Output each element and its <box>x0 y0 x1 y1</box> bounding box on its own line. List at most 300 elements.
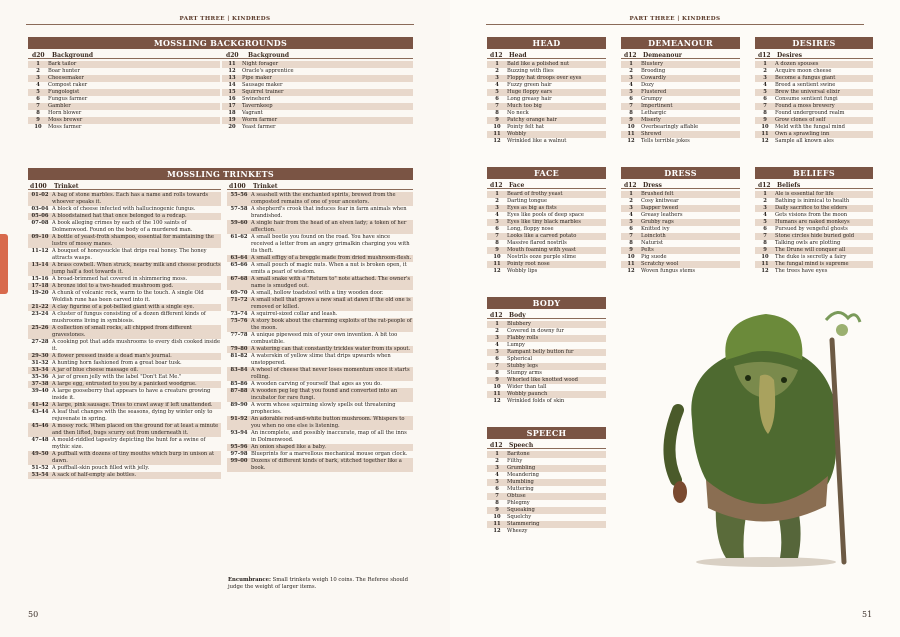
table-row <box>755 96 873 103</box>
table-row <box>487 458 606 465</box>
table-row <box>227 192 413 206</box>
result-text: A puffball with dozens of tiny mouths which burp in unison at dawn. <box>52 451 215 464</box>
table-row <box>487 356 606 363</box>
roll-value: 11 <box>761 261 769 267</box>
roll-value: 8 <box>495 500 499 506</box>
roll-value: 21–22 <box>31 304 49 310</box>
table-row <box>28 110 220 117</box>
result-text: A broad-brimmed hat covered in shimmering moss. <box>52 276 188 282</box>
roll-value: 75–76 <box>230 318 248 324</box>
roll-value: 89–90 <box>230 402 248 408</box>
table-row <box>28 388 221 402</box>
table-row <box>755 75 873 82</box>
table-row <box>28 472 221 479</box>
table-row <box>28 437 221 451</box>
result-text: Ale is essential for life <box>775 191 834 197</box>
col-die-heading: d12 <box>758 51 771 59</box>
roll-value: 4 <box>629 212 633 218</box>
roll-value: 6 <box>763 96 767 102</box>
table-row <box>755 233 873 240</box>
roll-value: 1 <box>495 191 499 197</box>
roll-value: 6 <box>495 96 499 102</box>
roll-value: 9 <box>629 247 633 253</box>
table-row <box>28 89 220 96</box>
result-text: Tavernkeep <box>242 103 273 109</box>
result-text: Eyes as big as fists <box>507 205 557 211</box>
header-rule <box>26 24 414 25</box>
roll-value: 1 <box>495 451 499 457</box>
demeanour-banner: DEMEANOUR <box>621 37 740 49</box>
result-text: Breed a sentient swine <box>775 82 836 88</box>
roll-value: 2 <box>763 198 767 204</box>
table-row <box>755 198 873 205</box>
result-text: A bag of stone marbles. Each has a name and rolls towards whoever speaks it. <box>52 192 209 205</box>
table-row <box>487 514 606 521</box>
table-row <box>621 96 740 103</box>
roll-value: 12 <box>627 138 635 144</box>
roll-value: 10 <box>493 384 501 390</box>
roll-value: 3 <box>629 205 633 211</box>
result-text: Fungus farmer <box>48 96 88 102</box>
table-row <box>621 138 740 145</box>
table-row <box>222 68 413 75</box>
result-text: Patchy orange hair <box>507 117 557 123</box>
result-text: A bloodstained hat that once belonged to a redcap. <box>52 213 187 219</box>
table-row <box>28 103 220 110</box>
result-text: Pig suede <box>641 254 667 260</box>
roll-value: 8 <box>763 110 767 116</box>
result-text: Grumbling <box>507 465 536 471</box>
roll-value: 77–78 <box>230 332 248 338</box>
dress-header-row <box>621 181 740 189</box>
roll-value: 4 <box>629 82 633 88</box>
table-row <box>487 377 606 384</box>
table-row <box>227 255 413 262</box>
head-banner: HEAD <box>487 37 606 49</box>
roll-value: 03–04 <box>31 206 49 212</box>
col-label-heading: Trinket <box>253 182 278 190</box>
running-header: PART THREE | KINDREDS <box>179 16 271 22</box>
result-text: Flustered <box>641 89 667 95</box>
roll-value: 11 <box>627 131 635 137</box>
roll-value: 10 <box>761 254 769 260</box>
table-row <box>487 219 606 226</box>
table-row <box>28 325 221 339</box>
result-text: An adorable red-and-white button mushroom. Whispers to you when no one else is listening. <box>251 416 405 429</box>
roll-value: 10 <box>493 514 501 520</box>
table-row <box>755 89 873 96</box>
table-row <box>487 82 606 89</box>
table-row <box>487 75 606 82</box>
result-text: Oracle's apprentice <box>242 68 294 74</box>
table-row <box>227 458 413 472</box>
roll-value: 10 <box>761 124 769 130</box>
result-text: Nostrils ooze purple slime <box>507 254 577 260</box>
result-text: Overbearingly affable <box>641 124 699 130</box>
result-text: A squirrel-sized collar and leash. <box>251 311 338 317</box>
result-text: Blubbery <box>507 321 531 327</box>
table-row <box>28 353 221 360</box>
result-text: Buzzing with flies <box>507 68 554 74</box>
encumbrance-note <box>228 577 414 591</box>
roll-value: 15–16 <box>31 276 49 282</box>
result-text: Spherical <box>507 356 533 362</box>
body-header-row <box>487 311 606 319</box>
head-header-row <box>487 51 606 59</box>
col-die-heading: d12 <box>624 51 637 59</box>
roll-value: 91–92 <box>230 416 248 422</box>
result-text: Grow clones of self <box>775 117 826 123</box>
result-text: Fuzzy green hair <box>507 82 552 88</box>
roll-value: 9 <box>495 507 499 513</box>
table-row <box>28 220 221 234</box>
table-row <box>487 212 606 219</box>
table-row <box>227 444 413 451</box>
table-row <box>487 370 606 377</box>
trinkets-table-right <box>227 192 413 472</box>
table-row <box>28 96 220 103</box>
table-row <box>227 367 413 381</box>
table-row <box>28 381 221 388</box>
result-text: Meld with the fungal mind <box>775 124 845 130</box>
result-text: Cosy knitwear <box>641 198 679 204</box>
table-row <box>28 339 221 353</box>
col-label-heading: Trinket <box>54 182 79 190</box>
roll-value: 12 <box>493 398 501 404</box>
table-row <box>227 388 413 402</box>
result-text: Covered in downy fur <box>507 328 564 334</box>
result-text: Boar hunter <box>48 68 80 74</box>
result-text: Long, floppy nose <box>507 226 554 232</box>
roll-value: 2 <box>629 68 633 74</box>
result-text: A seashell with the enchanted spirits, brewed from the composted remains of one of your ancestors. <box>251 192 396 205</box>
col-die-heading: d100 <box>30 182 47 190</box>
roll-value: 11 <box>627 261 635 267</box>
result-text: A bottle of yeast-froth shampoo, essential for maintaining the lustre of mossy manes. <box>52 234 214 247</box>
table-row <box>227 290 413 297</box>
table-row <box>487 479 606 486</box>
table-row <box>487 191 606 198</box>
table-row <box>755 212 873 219</box>
roll-value: 8 <box>495 370 499 376</box>
table-row <box>28 68 220 75</box>
roll-value: 7 <box>763 103 767 109</box>
table-row <box>621 103 740 110</box>
roll-value: 53–54 <box>31 472 49 478</box>
roll-value: 6 <box>495 226 499 232</box>
result-text: A flower pressed inside a dead man's journal. <box>52 353 172 359</box>
result-text: A jar of blue cheese massage oil. <box>52 367 139 373</box>
table-row <box>28 402 221 409</box>
table-row <box>621 219 740 226</box>
result-text: Eyes like tiny black marbles <box>507 219 581 225</box>
table-row <box>755 61 873 68</box>
roll-value: 9 <box>629 117 633 123</box>
result-text: A clay figurine of a pot-bellied giant with a single eye. <box>52 304 195 310</box>
result-text: Dozens of different kinds of bark, stitched together like a book. <box>251 458 402 471</box>
result-text: Knitted ivy <box>641 226 670 232</box>
result-text: Daily sacrifice to the elders <box>775 205 848 211</box>
roll-value: 83–84 <box>230 367 248 373</box>
col-die-heading: d100 <box>229 182 246 190</box>
table-row <box>227 402 413 416</box>
result-text: Sausage maker <box>242 82 283 88</box>
result-text: Lumpy <box>507 342 525 348</box>
table-row <box>487 103 606 110</box>
table-row <box>487 226 606 233</box>
result-text: Bark tailor <box>48 61 77 67</box>
table-row <box>222 82 413 89</box>
roll-value: 01–02 <box>31 192 49 198</box>
roll-value: 1 <box>629 61 633 67</box>
roll-value: 47–48 <box>31 437 49 443</box>
roll-value: 5 <box>629 219 633 225</box>
result-text: Bald like a polished nut <box>507 61 570 67</box>
note-text: Small trinkets weigh 10 coins. The Referee should judge the weight of larger items. <box>228 577 409 590</box>
roll-value: 81–82 <box>230 353 248 359</box>
mossling-illustration <box>656 300 870 568</box>
beliefs-header-row <box>755 181 873 189</box>
roll-value: 10 <box>627 254 635 260</box>
result-text: Stammering <box>507 521 540 527</box>
roll-value: 1 <box>629 191 633 197</box>
col-label-heading: Demeanour <box>643 51 682 59</box>
result-text: Greasy leathers <box>641 212 683 218</box>
result-text: A unique pipeweed mix of your own invention. A bit too combustible. <box>251 332 398 345</box>
table-row <box>28 360 221 367</box>
table-row <box>621 124 740 131</box>
result-text: The fungal mind is supreme <box>775 261 849 267</box>
result-text: Whorled like knotted wood <box>507 377 578 383</box>
table-row <box>28 451 221 465</box>
roll-value: 11 <box>493 131 501 137</box>
roll-value: 3 <box>629 75 633 81</box>
result-text: Phlegmy <box>507 500 530 506</box>
table-row <box>755 124 873 131</box>
roll-value: 11 <box>493 521 501 527</box>
page-number: 51 <box>862 610 873 619</box>
roll-value: 05–06 <box>31 213 49 219</box>
result-text: Darting tongue <box>507 198 548 204</box>
speech-banner: SPEECH <box>487 427 606 439</box>
table-row <box>487 131 606 138</box>
table-row <box>621 191 740 198</box>
table-row <box>28 262 221 276</box>
table-row <box>755 240 873 247</box>
result-text: Horn blower <box>48 110 82 116</box>
result-text: A story book about the charming exploits of the rat-people of the moon. <box>251 318 412 331</box>
table-row <box>487 254 606 261</box>
table-row <box>222 96 413 103</box>
demeanour-header-row <box>621 51 740 59</box>
roll-value: 11–12 <box>31 248 49 254</box>
result-text: Bathing is inimical to health <box>775 198 850 204</box>
result-text: Dapper tweed <box>641 205 679 211</box>
table-row <box>487 363 606 370</box>
roll-value: 3 <box>495 465 499 471</box>
result-text: Stumpy arms <box>507 370 542 376</box>
roll-value: 11 <box>228 61 236 67</box>
roll-value: 73–74 <box>230 311 248 317</box>
roll-value: 7 <box>495 103 499 109</box>
result-text: Gets visions from the moon <box>775 212 848 218</box>
table-row <box>487 486 606 493</box>
result-text: Scratchy wool <box>641 261 679 267</box>
backgrounds-table-left <box>28 61 220 131</box>
roll-value: 9 <box>495 247 499 253</box>
result-text: Vagrant <box>242 110 263 116</box>
result-text: A mossy rock. When placed on the ground for at least a minute and then lifted, bugs scurry out from underneath it. <box>52 423 219 436</box>
result-text: Wrinkled folds of skin <box>507 398 565 404</box>
result-text: The duke is secretly a fairy <box>775 254 847 260</box>
roll-value: 8 <box>495 240 499 246</box>
result-text: Stone circles hide buried gold <box>775 233 855 239</box>
roll-value: 2 <box>629 198 633 204</box>
col-label-heading: Beliefs <box>777 181 801 189</box>
roll-value: 7 <box>36 103 40 109</box>
col-die-heading: d12 <box>490 181 503 189</box>
table-row <box>28 192 221 206</box>
table-row <box>621 247 740 254</box>
backgrounds-table-right <box>222 61 413 131</box>
left-arm <box>669 410 678 480</box>
table-row <box>621 89 740 96</box>
table-row <box>621 117 740 124</box>
table-row <box>487 261 606 268</box>
roll-value: 35–36 <box>31 374 49 380</box>
col-die-heading: d12 <box>490 51 503 59</box>
col-die-heading: d12 <box>490 441 503 449</box>
table-row <box>227 297 413 311</box>
beliefs-banner: BELIEFS <box>755 167 873 179</box>
table-row <box>621 68 740 75</box>
roll-value: 3 <box>495 335 499 341</box>
roll-value: 7 <box>629 233 633 239</box>
col-label-heading: Head <box>509 51 527 59</box>
result-text: Huge floppy ears <box>507 89 553 95</box>
roll-value: 12 <box>761 268 769 274</box>
table-row <box>487 247 606 254</box>
table-row <box>28 423 221 437</box>
left-eye <box>745 375 751 381</box>
result-text: A small beetle you found on the road. You have since received a letter from an angry grimalkin charging you with its theft. <box>251 234 410 254</box>
result-text: Squeaking <box>507 507 535 513</box>
result-text: A large, pink sausage. Tries to crawl away if left unattended. <box>52 402 213 408</box>
table-row <box>487 328 606 335</box>
roll-value: 99–00 <box>230 458 248 464</box>
roll-value: 1 <box>495 321 499 327</box>
table-row <box>28 61 220 68</box>
result-text: A waterskin of yellow slime that drips upwards when unstoppered. <box>251 353 391 366</box>
result-text: A block of cheese infected with hallucinogenic fungus. <box>52 206 196 212</box>
roll-value: 4 <box>495 212 499 218</box>
table-row <box>621 110 740 117</box>
result-text: A small shell that grows a new snail at dawn if the old one is removed or killed. <box>251 297 411 310</box>
roll-value: 61–62 <box>230 234 248 240</box>
table-row <box>487 205 606 212</box>
roll-value: 1 <box>763 61 767 67</box>
result-text: No neck <box>507 110 529 116</box>
result-text: Shrewd <box>641 131 662 137</box>
roll-value: 13 <box>228 75 236 81</box>
result-text: Beard of frothy yeast <box>507 191 563 197</box>
result-text: A cluster of fungus consisting of a dozen different kinds of mushrooms living in symbiosis. <box>52 311 206 324</box>
result-text: A small pouch of magic nuts. When a nut is broken open, it emits a pearl of wisdom. <box>251 262 407 275</box>
backgrounds-banner: MOSSLING BACKGROUNDS <box>28 37 413 49</box>
roll-value: 87–88 <box>230 388 248 394</box>
roll-value: 12 <box>493 138 501 144</box>
table-row <box>755 254 873 261</box>
table-row <box>222 89 413 96</box>
table-row <box>621 240 740 247</box>
table-row <box>621 205 740 212</box>
col-label-heading: Face <box>509 181 525 189</box>
table-row <box>28 276 221 283</box>
roll-value: 45–46 <box>31 423 49 429</box>
roll-value: 4 <box>763 82 767 88</box>
roll-value: 2 <box>36 68 40 74</box>
table-row <box>28 206 221 213</box>
roll-value: 5 <box>495 479 499 485</box>
roll-value: 95–96 <box>230 444 248 450</box>
table-row <box>621 254 740 261</box>
table-row <box>487 61 606 68</box>
roll-value: 8 <box>629 110 633 116</box>
roll-value: 49–50 <box>31 451 49 457</box>
table-row <box>621 268 740 275</box>
desires-banner: DESIRES <box>755 37 873 49</box>
roll-value: 7 <box>763 233 767 239</box>
roll-value: 67–68 <box>230 276 248 282</box>
roll-value: 7 <box>629 103 633 109</box>
col-die-heading: d12 <box>758 181 771 189</box>
result-text: A book alleging crimes by each of the 100 saints of Dolmenwood. Found on the body of a murdered man. <box>52 220 193 233</box>
table-row <box>487 528 606 535</box>
roll-value: 6 <box>763 226 767 232</box>
table-row <box>227 353 413 367</box>
result-text: An onion shaped like a baby. <box>251 444 326 450</box>
result-text: Flabby rolls <box>507 335 539 341</box>
roll-value: 12 <box>627 268 635 274</box>
result-text: Filthy <box>507 458 523 464</box>
roll-value: 12 <box>493 268 501 274</box>
roll-value: 71–72 <box>230 297 248 303</box>
roll-value: 9 <box>36 117 40 123</box>
result-text: Wheezy <box>507 528 528 534</box>
table-row <box>222 103 413 110</box>
roll-value: 8 <box>36 110 40 116</box>
col-label-heading: Speech <box>509 441 534 449</box>
result-text: Woven fungus stems <box>641 268 696 274</box>
result-text: A puffball-skin pouch filled with jelly. <box>52 465 150 471</box>
result-text: Gambler <box>48 103 71 109</box>
roll-value: 3 <box>763 75 767 81</box>
result-text: Impertinent <box>641 103 673 109</box>
beliefs-table <box>755 191 873 275</box>
result-text: A hunting horn fashioned from a great boar tusk. <box>52 360 182 366</box>
table-row <box>28 374 221 381</box>
table-row <box>487 89 606 96</box>
table-row <box>227 381 413 388</box>
table-row <box>487 335 606 342</box>
result-text: Tells terrible jokes <box>641 138 690 144</box>
result-text: A small, hollow toadstool with a tiny wooden door. <box>251 290 384 296</box>
roll-value: 07–08 <box>31 220 49 226</box>
table-row <box>227 451 413 458</box>
table-row <box>487 240 606 247</box>
table-row <box>487 500 606 507</box>
table-row <box>222 61 413 68</box>
